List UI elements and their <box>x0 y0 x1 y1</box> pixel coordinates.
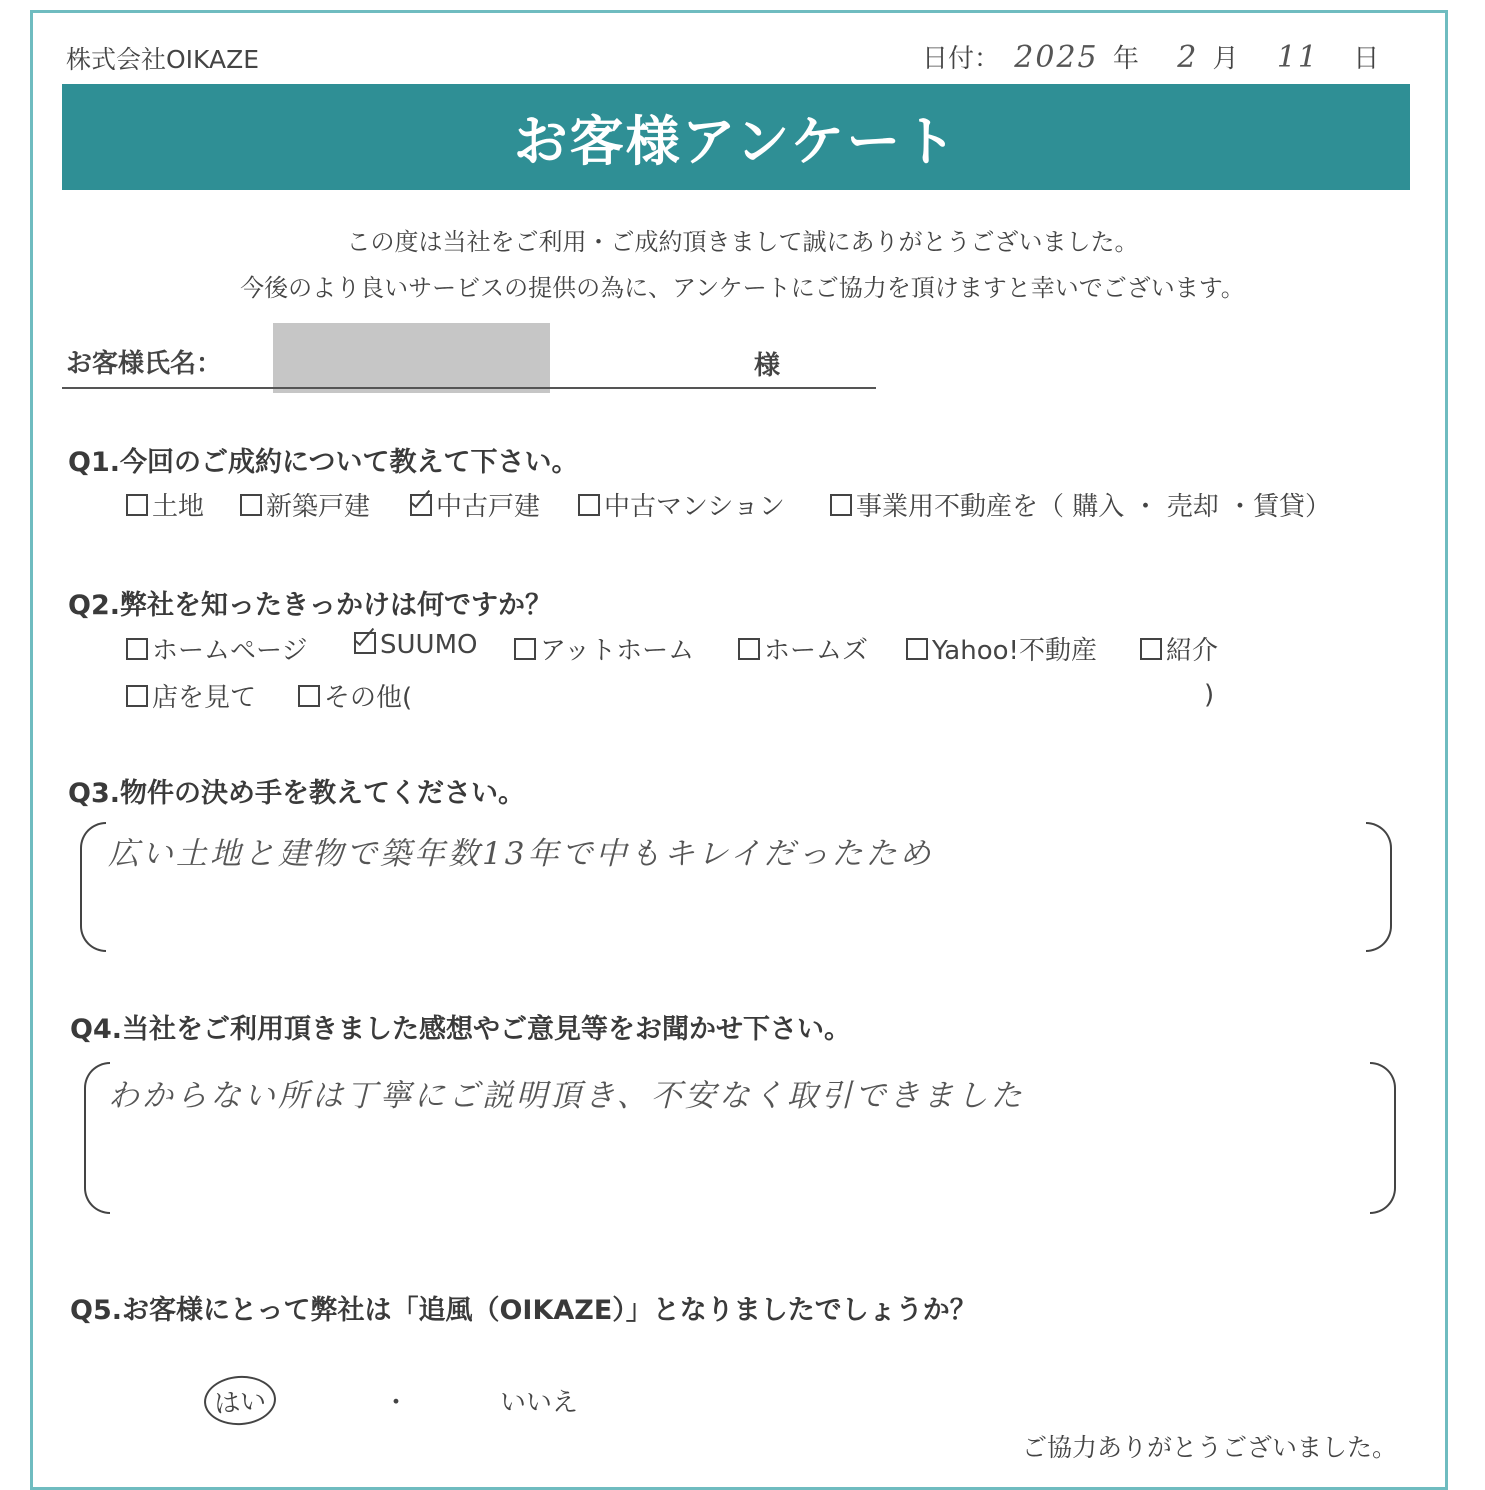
checkbox-checked[interactable] <box>410 494 432 516</box>
q5-no-option[interactable]: いいえ <box>500 1388 579 1418</box>
footer-thanks: ご協力ありがとうございました。 <box>1022 1433 1398 1462</box>
q4-title: Q4.当社をご利用頂きました感想やご意見等をお聞かせ下さい。 <box>70 1014 851 1045</box>
page-title: お客様アンケート <box>513 109 959 173</box>
customer-name-redacted <box>273 323 550 393</box>
q5-separator: ・ <box>383 1388 410 1418</box>
checkbox[interactable] <box>298 685 320 707</box>
checkbox[interactable] <box>1140 638 1162 660</box>
q3-bracket-left <box>80 822 106 952</box>
intro-line-2: 今後のより良いサービスの提供の為に、アンケートにご協力を頂けますと幸いでございます。 <box>240 274 1245 302</box>
q1-option-commercial[interactable]: 事業用不動産を（ 購入 ・ 売却 ・賃貸） <box>830 486 1331 523</box>
date-year-unit: 年 <box>1112 44 1139 74</box>
q2-option-homepage[interactable]: ホームページ <box>126 630 307 667</box>
checkbox[interactable] <box>126 638 148 660</box>
q1-title: Q1.今回のご成約について教えて下さい。 <box>68 447 579 478</box>
date-year: 2025 <box>1014 40 1099 75</box>
q2-option-suumo[interactable]: SUUMO <box>354 630 477 660</box>
checkbox[interactable] <box>830 494 852 516</box>
checkbox[interactable] <box>578 494 600 516</box>
q1-option-land[interactable]: 土地 <box>126 486 204 523</box>
checkbox[interactable] <box>514 638 536 660</box>
q3-title: Q3.物件の決め手を教えてください。 <box>68 778 525 809</box>
customer-name-label: お客様氏名： <box>66 349 223 379</box>
intro-line-1: この度は当社をご利用・ご成約頂きまして誠にありがとうございました。 <box>346 228 1139 256</box>
q4-answer: わからない所は丁寧にご説明頂き、不安なく取引できました <box>108 1078 1025 1114</box>
date-month-unit: 月 <box>1212 44 1239 74</box>
checkbox-checked[interactable] <box>354 632 376 654</box>
q2-title: Q2.弊社を知ったきっかけは何ですか？ <box>68 590 552 621</box>
q2-option-store[interactable]: 店を見て <box>126 677 256 714</box>
q1-option-used-house[interactable]: 中古戸建 <box>410 486 540 523</box>
date-label: 日付： <box>922 44 1001 74</box>
checkbox[interactable] <box>738 638 760 660</box>
q2-option-athome[interactable]: アットホーム <box>514 630 694 667</box>
q3-bracket-right <box>1366 822 1392 952</box>
company-name: 株式会社OIKAZE <box>66 45 260 74</box>
date-row <box>922 38 1379 75</box>
q2-option-referral[interactable]: 紹介 <box>1140 630 1218 667</box>
q5-yes-circled: はい <box>202 1374 277 1428</box>
checkbox[interactable] <box>126 685 148 707</box>
q1-option-new-house[interactable]: 新築戸建 <box>240 486 370 523</box>
checkbox[interactable] <box>126 494 148 516</box>
q3-answer: 広い土地と建物で築年数13年で中もキレイだったため <box>108 836 934 872</box>
q2-other-close-paren: ) <box>1204 680 1215 710</box>
q4-bracket-right <box>1370 1062 1396 1214</box>
date-month: 2 <box>1177 40 1199 75</box>
q4-bracket-left <box>84 1062 110 1214</box>
checkbox[interactable] <box>906 638 928 660</box>
date-day: 11 <box>1276 40 1320 75</box>
q5-yes-option[interactable] <box>204 1376 276 1425</box>
q2-option-homes[interactable]: ホームズ <box>738 630 868 667</box>
q5-title: Q5.お客様にとって弊社は「追風（OIKAZE）」となりましたでしょうか？ <box>70 1295 977 1326</box>
q1-option-used-condo[interactable]: 中古マンション <box>578 486 785 523</box>
date-day-unit: 日 <box>1353 44 1380 74</box>
title-banner <box>62 84 1410 190</box>
checkbox[interactable] <box>240 494 262 516</box>
honorific: 様 <box>754 351 781 381</box>
q2-option-other[interactable]: その他( <box>298 677 412 714</box>
customer-name-underline <box>62 387 876 389</box>
q2-option-yahoo[interactable]: Yahoo!不動産 <box>906 630 1097 667</box>
